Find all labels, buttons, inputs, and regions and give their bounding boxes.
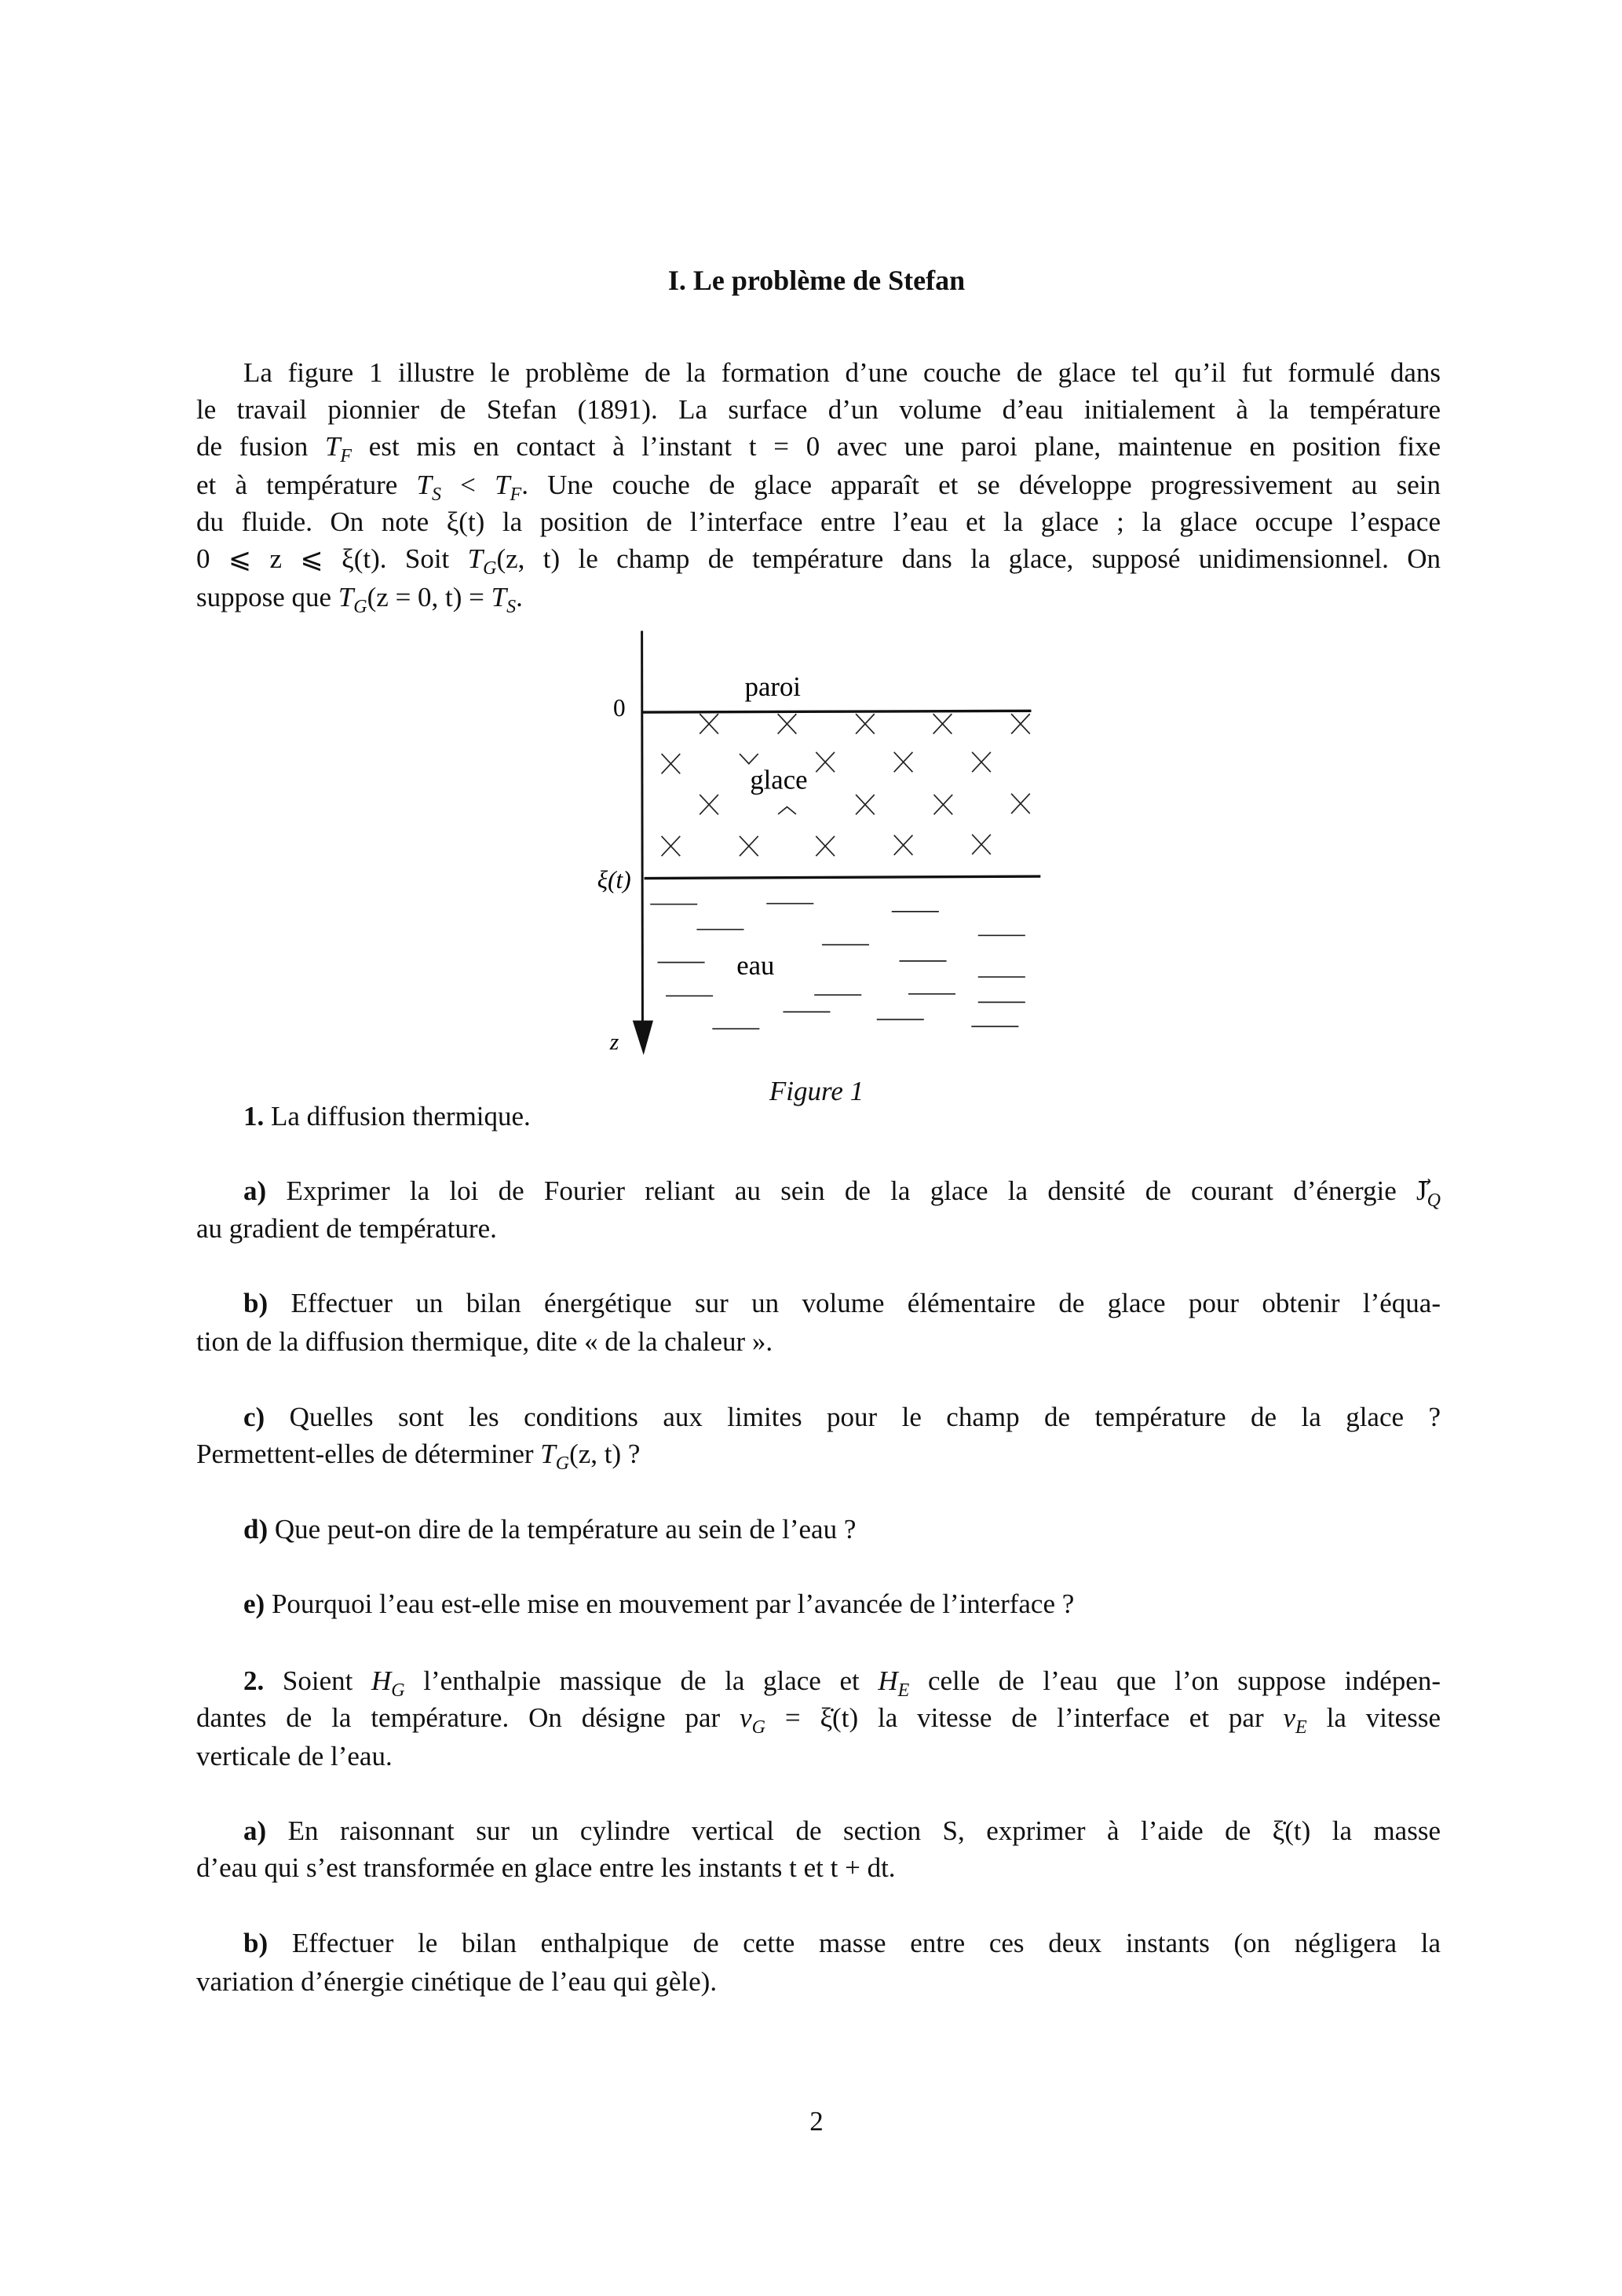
question-title: La diffusion thermique. xyxy=(271,1101,531,1132)
text-line: variation d’énergie cinétique de l’eau qui gèle). xyxy=(196,1966,718,1997)
ice-cross-mark xyxy=(894,752,913,772)
text-line: dantes de la température. On désigne par $v_G$ = ξ̇(t) la vitesse de l’interface et par $v_E$ la vitesse xyxy=(196,1702,1441,1738)
paroi-line xyxy=(642,711,1031,712)
item-label: e) xyxy=(243,1589,265,1619)
item-label: b) xyxy=(243,1288,269,1318)
interface-line xyxy=(645,876,1041,879)
z-axis-arrowhead xyxy=(633,1021,653,1055)
item-label: a) xyxy=(243,1815,267,1846)
text-line xyxy=(243,1286,1441,1321)
text-span: Que peut-on dire de la température au sein de l’eau ? xyxy=(274,1514,857,1545)
figure-stefan-diagram xyxy=(550,612,1068,1099)
item-label: b) xyxy=(243,1928,269,1958)
text-line xyxy=(243,1512,1441,1547)
ice-cross-mark xyxy=(934,795,953,814)
label-zero: 0 xyxy=(613,694,626,722)
text-span: Effectuer un bilan énergétique sur un volume élémentaire de glace pour obtenir l’équa- xyxy=(290,1288,1441,1318)
ice-cross-mark xyxy=(700,714,718,733)
ice-cross-partial xyxy=(740,754,758,764)
figure-caption: Figure 1 xyxy=(769,1076,864,1106)
ice-cross-mark xyxy=(700,795,718,814)
text-line xyxy=(243,1587,1441,1621)
text-line xyxy=(243,1814,1441,1848)
label-eau: eau xyxy=(736,950,775,982)
question-number: 2. xyxy=(243,1665,265,1696)
ice-cross-mark xyxy=(740,836,758,856)
text-line: de fusion $T_F$ est mis en contact à l’instant t = 0 avec une paroi plane, maintenue en position fixe xyxy=(196,431,1441,466)
text-span: Pourquoi l’eau est-elle mise en mouvement par l’avancée de l’interface ? xyxy=(271,1589,1075,1619)
text-line: du fluide. On note ξ(t) la position de l’interface entre l’eau et la glace ; la glace occupe l’espace xyxy=(196,506,1441,537)
text-span: En raisonnant sur un cylindre vertical de section S, exprimer à l’aide de ξ̇(t) la masse xyxy=(287,1815,1441,1846)
ice-cross-mark xyxy=(856,714,875,733)
item-label: d) xyxy=(243,1514,269,1545)
item-label: a) xyxy=(243,1175,267,1206)
text-span: Effectuer le bilan enthalpique de cette masse entre ces deux instants (on négligera la xyxy=(291,1928,1441,1958)
text-line xyxy=(243,1400,1441,1435)
ice-cross-mark xyxy=(816,752,835,772)
ice-cross-mark xyxy=(778,714,797,733)
label-glace: glace xyxy=(750,764,808,795)
ice-cross-partial xyxy=(778,807,796,814)
text-line: le travail pionnier de Stefan (1891). La surface d’un volume d’eau initialement à la température xyxy=(196,394,1441,425)
label-paroi: paroi xyxy=(744,671,801,702)
ice-cross-mark xyxy=(856,795,875,814)
text-span: Soient $H_G$ l’enthalpie massique de la glace et $H_E$ celle de l’eau que l’on suppose indépen- xyxy=(282,1665,1441,1701)
text-line xyxy=(243,1174,1441,1211)
text-line xyxy=(243,1664,1441,1701)
text-span: Exprimer la loi de Fourier reliant au sein de la glace la densité de courant d’énergie $J_Q$ xyxy=(286,1175,1441,1211)
text-line: au gradient de température. xyxy=(196,1213,497,1244)
label-z: z xyxy=(609,1029,619,1055)
ice-cross-mark xyxy=(1011,794,1030,813)
page-number: 2 xyxy=(809,2106,824,2137)
item-label: c) xyxy=(243,1402,265,1432)
ice-crosses xyxy=(662,714,1030,856)
label-xi: ξ(t) xyxy=(597,866,631,894)
z-axis xyxy=(642,631,643,1024)
ice-cross-mark xyxy=(816,836,835,856)
text-line: La figure 1 illustre le problème de la formation d’une couche de glace tel qu’il fut formulé dans xyxy=(243,357,1441,388)
ice-cross-mark xyxy=(662,836,681,856)
section-title: I. Le problème de Stefan xyxy=(667,265,966,296)
text-line: et à température $T_S < T_F$. Une couche de glace apparaît et se développe progressivement au sein xyxy=(196,470,1441,505)
ice-cross-mark xyxy=(933,714,952,733)
text-span: Quelles sont les conditions aux limites pour le champ de température de la glace ? xyxy=(289,1402,1441,1432)
text-line: 0 ⩽ z ⩽ ξ(t). Soit $T_G(z$, t) le champ de température dans la glace, supposé unidimensionnel. On xyxy=(196,543,1441,579)
ice-cross-mark xyxy=(894,835,913,855)
text-line: d’eau qui s’est transformée en glace entre les instants t et t + dt. xyxy=(196,1852,896,1883)
text-line: suppose que $T_G(z = 0$, $t) = T_S$. xyxy=(196,582,523,617)
text-line: tion de la diffusion thermique, dite « de la chaleur ». xyxy=(196,1326,773,1357)
text-line xyxy=(243,1926,1441,1961)
ice-cross-mark xyxy=(1011,714,1030,733)
ice-cross-mark xyxy=(662,754,681,773)
question-number: 1. xyxy=(243,1101,265,1132)
question-1-heading xyxy=(243,1099,1441,1134)
ice-cross-mark xyxy=(972,835,991,854)
water-dashes xyxy=(650,904,1025,1029)
text-line: verticale de l’eau. xyxy=(196,1741,393,1771)
text-line: Permettent-elles de déterminer $T_G(z$, t) ? xyxy=(196,1439,641,1474)
ice-cross-mark xyxy=(972,752,991,772)
